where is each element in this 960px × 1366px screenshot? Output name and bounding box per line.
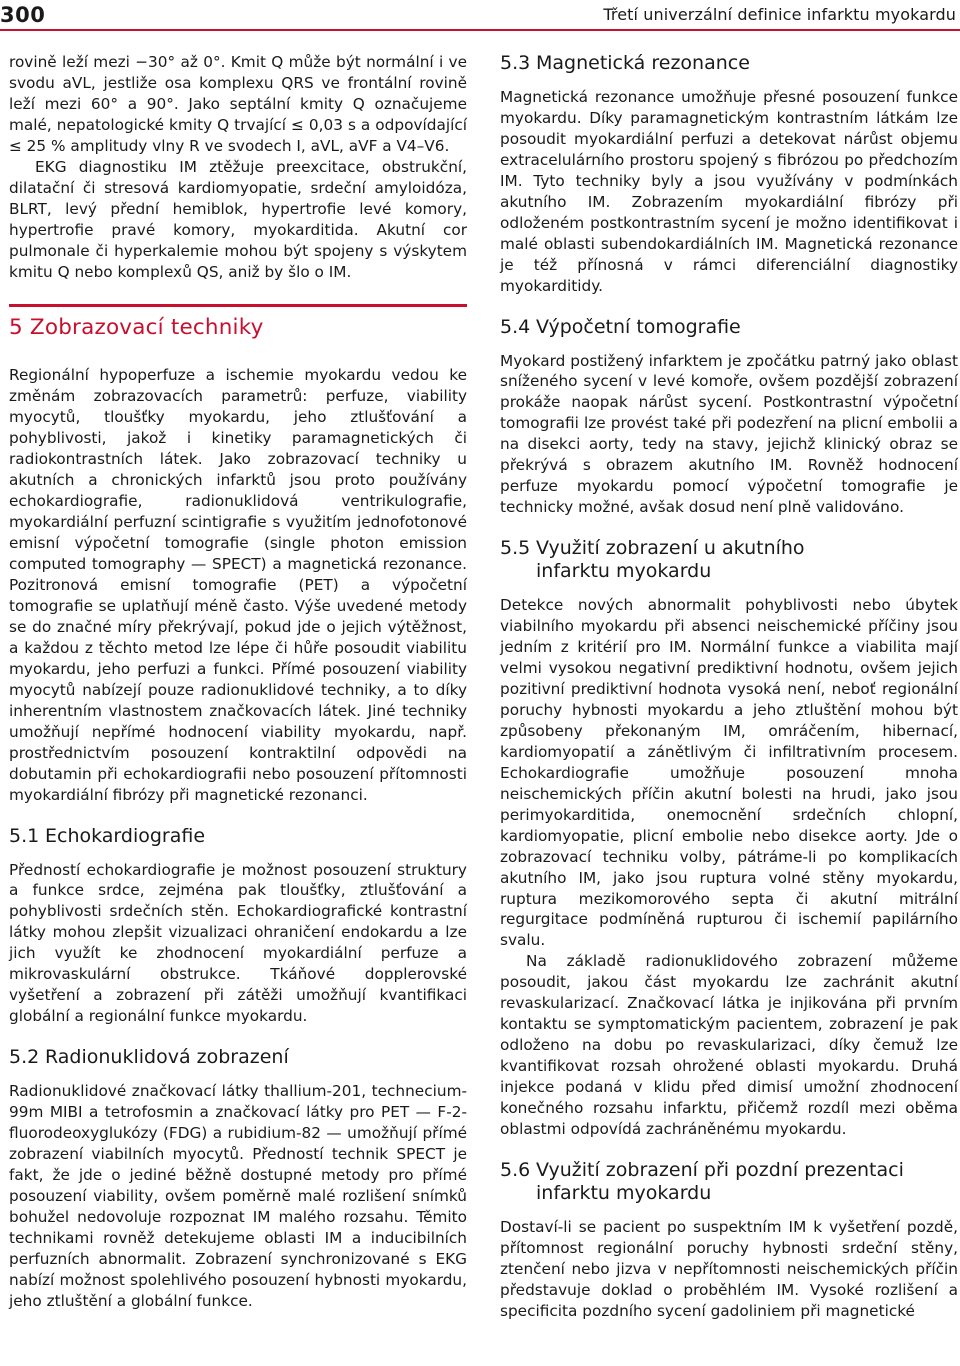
section-title-line-1: Využití zobrazení u akutního (536, 537, 805, 560)
left-column (9, 52, 467, 1312)
section-5-4-heading (500, 316, 958, 339)
section-title: Radionuklidová zobrazení (45, 1046, 289, 1069)
running-title: Třetí univerzální definice infarktu myokardu (603, 5, 956, 24)
section-rule (9, 304, 467, 307)
section-title: Magnetická rezonance (536, 52, 750, 74)
section-5-6-heading (500, 1159, 958, 1205)
section-number: 5.5 (500, 537, 531, 560)
intro-paragraph-2: EKG diagnostiku IM ztěžuje preexcitace, obstrukční, dilatační či stresová kardiomyopatie, srdeční amyloidóza, BLRT, levý přední hemiblok, hypertrofie levé komory, hypertrofie pravé komory, myokarditida. Akutní cor pulmonale či hyperkalemie mohou být spojeny s výskytem kmitu Q nebo komplexů QS, aniž by šlo o IM. (9, 157, 467, 281)
section-5-5-heading (500, 537, 958, 583)
section-5-4-paragraph: Myokard postižený infarktem je zpočátku patrný jako oblast sníženého sycení v levé komoře, ovšem pozdější zobrazení prokáže naopak nárůst sycení. Postkontrastní výpočetní tomografii lze provést také při podezření na plicní embolii a na disekci aorty, tedy na stavy, jejichž klinický obraz se překrývá s obrazem akutního IM. Rovněž hodnocení perfuze myokardu pomocí výpočetní tomografie je technicky možné, avšak dosud není plně validováno. (500, 351, 958, 517)
section-5-1-heading (9, 825, 467, 848)
page-header (0, 0, 960, 30)
section-5-6-paragraph: Dostaví-li se pacient po suspektním IM k vyšetření pozdě, přítomnost regionální poruchy hybnosti srdeční stěny, ztenčení nebo jizva v nepřítomnosti neischemických příčin představuje doklad o proběhlém IM. Vysoké rozlišení a specificita pozdního sycení gadoliniem při magnetické (500, 1217, 958, 1320)
section-title-line-2: infarktu myokardu (536, 1181, 712, 1204)
section-number: 5.3 (500, 52, 531, 74)
section-5-title: 5 Zobrazovací techniky (9, 315, 264, 341)
section-5-3-paragraph: Magnetická rezonance umožňuje přesné posouzení funkce myokardu. Díky paramagnetickým kontrastním látkám lze posoudit myokardiální perfuzi a detekovat nárůst objemu extracelulárního prostoru spojený s fibrózou po předchozím IM. Tyto techniky byly a jsou využívány v podmínkách akutního IM. Zobrazením myokardiální fibrózy při odloženém postkontrastním sycení je možno identifikovat i malé oblasti subendokardiálních IM. Magnetická rezonance je též přínosná v rámci diferenciální diagnostiky myokarditidy. (500, 88, 958, 295)
section-number: 5.6 (500, 1158, 531, 1181)
right-column (500, 52, 958, 1322)
section-5-3-heading (500, 52, 958, 75)
section-title-line-2: infarktu myokardu (536, 560, 712, 583)
section-5-5-paragraph-1: Detekce nových abnormalit pohyblivosti nebo úbytek viabilního myokardu při absenci neischemické příčiny jsou jedním z kritérií pro IM. Normální funkce a viabilita mají velmi vysokou negativní prediktivní hodnotu, ovšem jejich pozitivní prediktivní hodnota vysoká není, neboť regionální poruchy hybnosti myokardu a jeho ztluštění mohou být způsobeny překonaným IM, omráčením, hibernací, kardiomyopatií a zánětlivým či infiltrativním procesem. Echokardiografie umožňuje posouzení mnoha neischemických příčin akutní bolesti na hrudi, jako jsou perimyokarditida, onemocnění srdečních chlopní, kardiomyopatie, plicní embolie nebo disekce aorty. Jde o zobrazovací techniku volby, pátráme-li po komplikacích akutního IM, jako jsou ruptura volné stěny myokardu, ruptura mezikomorového septa či akutní mitrální regurgitace podmíněná rupturou či ischemií papilárního svalu. (500, 596, 958, 950)
section-5-1-paragraph: Předností echokardiografie je možnost posouzení struktury a funkce srdce, zejména pak tloušťky, ztlušťování a pohyblivosti srdečních stěn. Echokardiografické kontrastní látky mohou zlepšit vizualizaci ohraničení endokardu a lze jich využít ke zhodnocení myokardiální perfuze a mikrovaskulární obstrukce. Tkáňové dopplerovské vyšetření a zobrazení při zátěži umožňují kvantifikaci globální a regionální funkce myokardu. (9, 860, 467, 1026)
section-5-paragraph: Regionální hypoperfuze a ischemie myokardu vedou ke změnám zobrazovacích parametrů: perfuze, viability myocytů, tloušťky myokardu, jeho ztlušťování a pohyblivosti, jakož i kinetiky paramagnetických či radiokontrastních látek. Jako zobrazovací techniky u akutních a chronických infarktů jsou proto používány echokardiografie, radionuklidová ventrikulografie, myokardiální perfuzní scintigrafie s využitím jednofotonové emisní výpočetní tomografie (single photon emission computed tomography — SPECT) a magnetická rezonance. Pozitronová emisní tomografie (PET) a výpočetní tomografie se uplatňují méně často. Výše uvedené metody se do značné míry překrývají, pokud jde o jejich výtěžnost, a každou z těchto metod lze lépe či hůře posoudit viabilitu myokardu, jeho perfuzi a funkci. Přímé posouzení viability myocytů nabízejí pouze radionuklidové techniky, a to díky inherentním vlastnostem značkovacích látek. Jiné techniky umožňují nepřímé hodnocení viability myokardu, např. prostřednictvím posouzení kontraktilní odpovědi na dobutamin při echokardiografii nebo posouzení přítomnosti myokardiální fibrózy při magnetické rezonanci. (9, 366, 467, 804)
header-rule (0, 29, 960, 31)
section-5-2-paragraph: Radionuklidové značkovací látky thallium-201, technecium-99m MIBI a tetrofosmin a značkovací látky pro PET — F-2-fluorodeoxyglukózy (FDG) a rubidium-82 — umožňují přímé zobrazení viabilních myocytů. Předností technik SPECT je fakt, že jde o jediné běžně dostupné metody pro přímé posouzení viability, ovšem poměrně malé rozlišení snímků bohužel nedovoluje rozpoznat IM malého rozsahu. Těmito technikami rovněž detekujeme oblasti IM a inducibilních perfuzních abnormalit. Zobrazení synchronizované s EKG nabízí možnost spolehlivého posouzení hybnosti myokardu, jeho ztluštění a globální funkce. (9, 1082, 467, 1310)
intro-paragraph-1: rovině leží mezi −30° až 0°. Kmit Q může být normální i ve svodu aVL, jestliže osa komplexu QRS ve frontální rovině leží mezi 60° a 90°. Jako septální kmity Q označujeme malé, nepatologické kmity Q trvající ≤ 0,03 s a odpovídající ≤ 25 % amplitudy vlny R ve svodech I, aVL, aVF a V4–V6. (9, 53, 467, 155)
section-title: Echokardiografie (45, 824, 206, 847)
section-number: 5.1 (9, 824, 40, 847)
section-number: 5.2 (9, 1046, 40, 1069)
section-number: 5.4 (500, 315, 531, 338)
section-title: Výpočetní tomografie (536, 315, 741, 338)
section-title-line-1: Využití zobrazení při pozdní prezentaci (536, 1158, 904, 1181)
page-number: 300 (0, 3, 46, 27)
section-5-5-paragraph-2: Na základě radionuklidového zobrazení můžeme posoudit, jakou část myokardu lze zachránit akutní revaskularizací. Značkovací látka je injikována při prvním kontaktu se symptomatickým pacientem, zobrazení je pak odloženo na dobu po revaskularizaci, díky čemuž lze kvantifikovat rozsah ohrožené oblasti myokardu. Druhá injekce podaná v klidu před dimisí umožní zhodnocení konečného rozsahu infarktu, přičemž rozdíl mezi oběma oblastmi odpovídá zachráněnému myokardu. (500, 952, 958, 1138)
section-5-2-heading (9, 1046, 467, 1069)
